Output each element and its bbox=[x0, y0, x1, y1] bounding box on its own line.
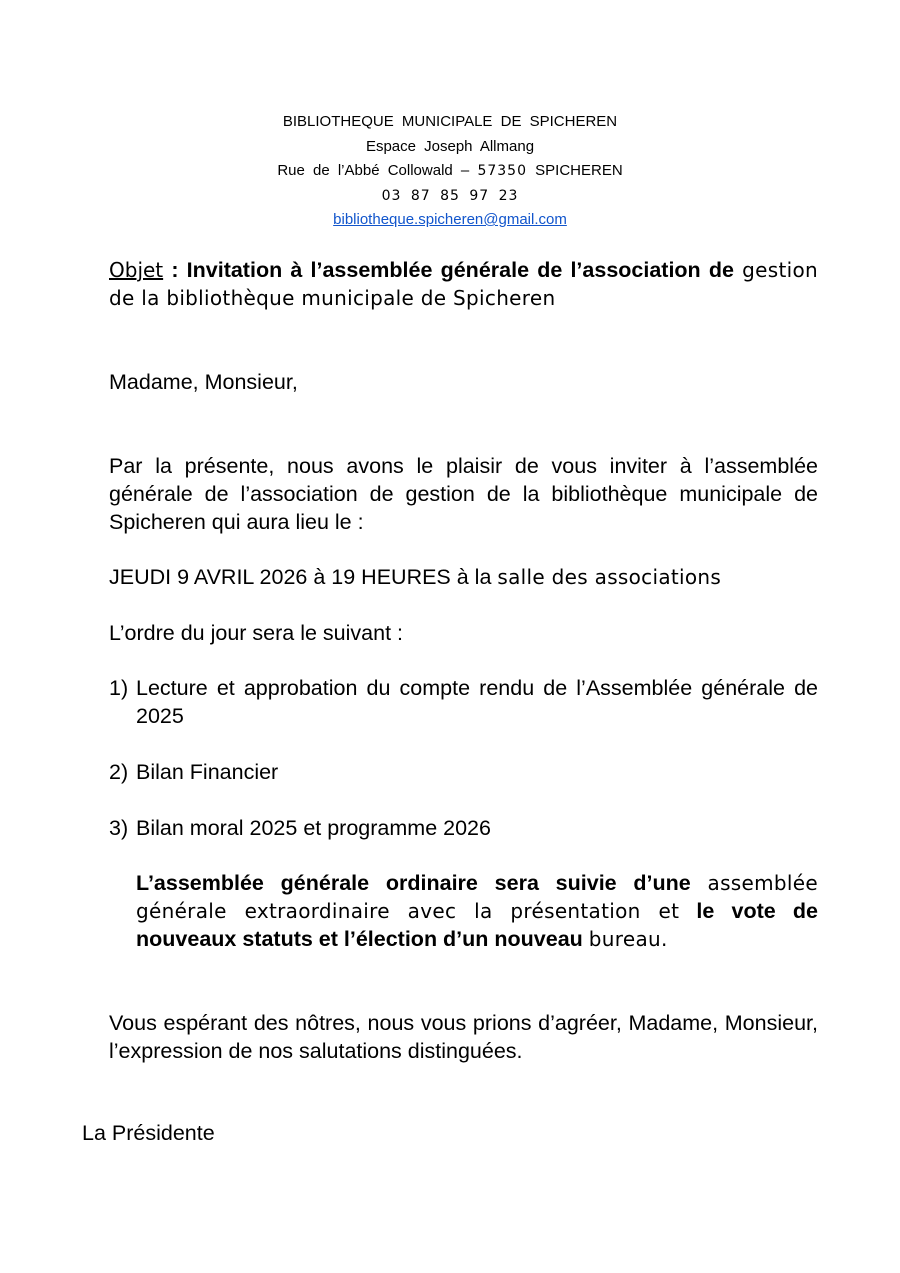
library-phone: 03 87 85 97 23 bbox=[381, 187, 519, 204]
agenda-item bbox=[109, 758, 818, 786]
agenda-intro: L’ordre du jour sera le suivant : bbox=[109, 621, 403, 645]
address-dash: – bbox=[460, 162, 470, 179]
agenda-item-number: 1) bbox=[109, 676, 129, 700]
address-postcode: 57350 bbox=[477, 163, 527, 179]
address-street: Rue de l’Abbé Collowald bbox=[277, 162, 453, 179]
extraordinary-assembly-note bbox=[136, 869, 818, 953]
meeting-location: salle des associations bbox=[497, 565, 722, 589]
subject-rest-text: gestion de la bibliothèque municipale de Spicheren bbox=[109, 258, 818, 310]
meeting-date: JEUDI 9 AVRIL 2026 à 19 HEURES à la bbox=[109, 565, 492, 589]
library-email-link[interactable]: bibliotheque.spicheren@gmail.com bbox=[333, 211, 567, 228]
note-normal-2: bureau. bbox=[588, 927, 668, 951]
note-bold-2: le vote de nouveaux statuts et l’élection d’un nouveau bbox=[136, 899, 818, 951]
agenda-item-text: Bilan Financier bbox=[136, 760, 279, 784]
signature-title: La Présidente bbox=[82, 1121, 215, 1145]
note-bold-1: L’assemblée générale ordinaire sera suivie d’une bbox=[136, 871, 691, 895]
subject-colon: : bbox=[171, 258, 179, 282]
note-normal-1: assemblée générale extraordinaire avec la présentation et bbox=[136, 871, 818, 923]
address-city: SPICHEREN bbox=[535, 162, 623, 179]
closing-paragraph: Vous espérant des nôtres, nous vous prions d’agréer, Madame, Monsieur, l’expression de nos salutations distinguées. bbox=[109, 1011, 818, 1063]
agenda-item bbox=[109, 814, 818, 842]
library-name: BIBLIOTHEQUE MUNICIPALE DE SPICHEREN bbox=[282, 113, 618, 130]
letterhead bbox=[0, 110, 900, 233]
greeting: Madame, Monsieur, bbox=[109, 370, 298, 394]
subject-bold-text: Invitation à l’assemblée générale de l’association de bbox=[186, 258, 734, 282]
library-address bbox=[0, 159, 900, 184]
subject-label: Objet bbox=[109, 258, 164, 282]
agenda-item bbox=[109, 674, 818, 730]
library-venue: Espace Joseph Allmang bbox=[365, 137, 535, 155]
subject-line bbox=[109, 256, 818, 312]
agenda-item-number: 3) bbox=[109, 816, 129, 840]
agenda-item-text: Lecture et approbation du compte rendu de l’Assemblée générale de 2025 bbox=[136, 676, 818, 728]
intro-paragraph: Par la présente, nous avons le plaisir de vous inviter à l’assemblée générale de l’association de gestion de la bibliothèque municipale de Spicheren qui aura lieu le : bbox=[109, 454, 818, 534]
agenda-item-number: 2) bbox=[109, 760, 129, 784]
meeting-date-line bbox=[109, 563, 818, 591]
agenda-item-text: Bilan moral 2025 et programme 2026 bbox=[136, 816, 491, 840]
